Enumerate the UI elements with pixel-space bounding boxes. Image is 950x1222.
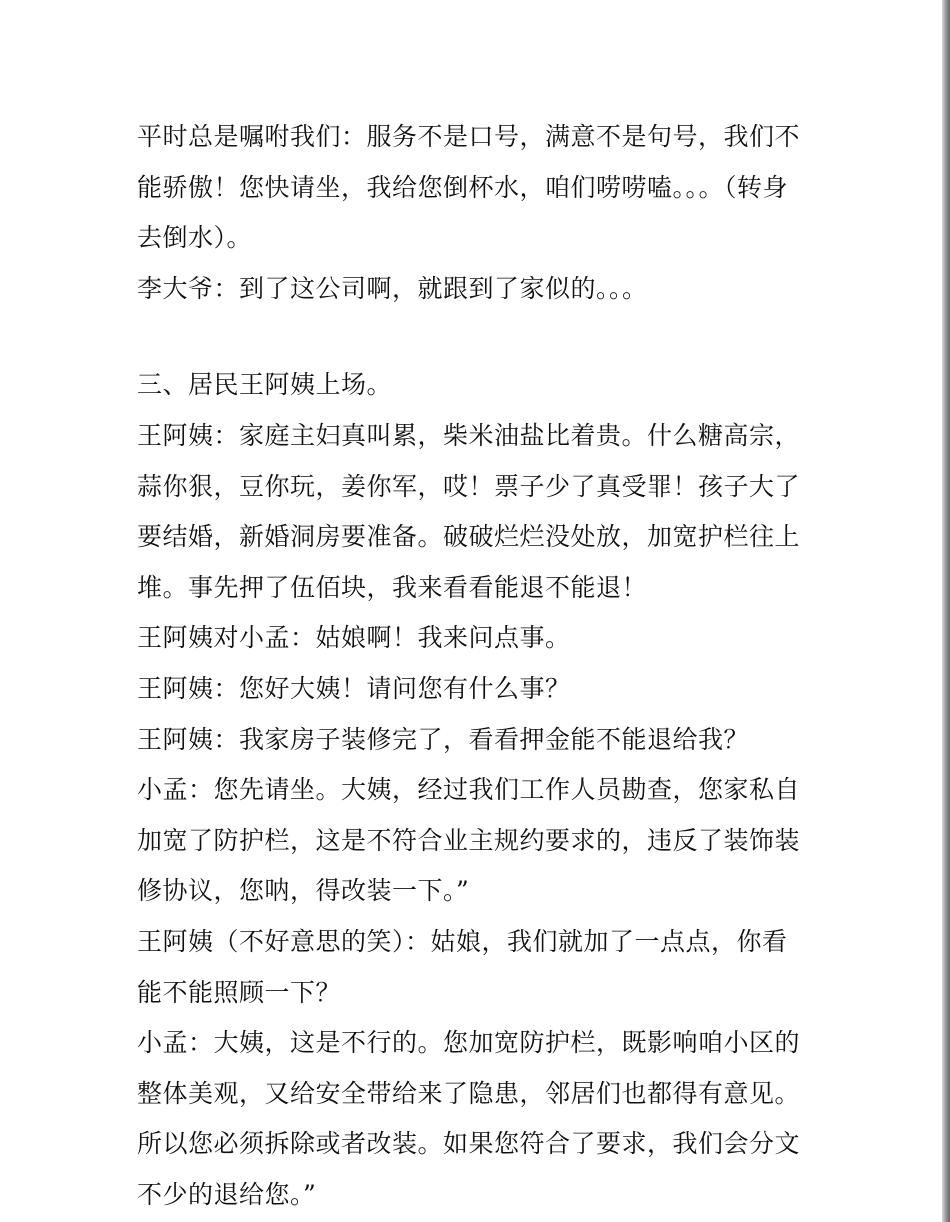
- text-line: 要结婚，新婚洞房要准备。破破烂烂没处放，加宽护栏往上: [137, 522, 801, 552]
- text-line: 蒜你狠，豆你玩，姜你军，哎！票子少了真受罪！孩子大了: [137, 471, 801, 501]
- text-line: 小孟：大姨，这是不行的。您加宽防护栏，既影响咱小区的: [137, 1028, 801, 1058]
- section-heading: 三、居民王阿姨上场。: [137, 370, 393, 400]
- text-line: 整体美观，又给安全带给来了隐患，邻居们也都得有意见。: [137, 1078, 801, 1108]
- text-line: 李大爷：到了这公司啊，就跟到了家似的。。。: [137, 273, 648, 303]
- text-line: 堆。事先押了伍佰块，我来看看能退不能退！: [137, 572, 648, 602]
- text-line: 去倒水）。: [137, 223, 253, 253]
- text-line: 小孟：您先请坐。大姨，经过我们工作人员勘查，您家私自: [137, 775, 801, 805]
- document-body: [137, 112, 809, 1220]
- text-line: 能骄傲！您快请坐，我给您倒杯水，咱们唠唠嗑。。。（转身: [137, 172, 789, 202]
- paragraph-spacer: [137, 314, 809, 360]
- text-line: 王阿姨：我家房子装修完了，看看押金能不能退给我？: [137, 724, 750, 754]
- text-line: 能不能照顾一下？: [137, 977, 342, 1007]
- text-line: 王阿姨（不好意思的笑）：姑娘，我们就加了一点点，你看: [137, 926, 788, 956]
- text-line: 加宽了防护栏，这是不符合业主规约要求的，违反了装饰装: [137, 825, 801, 855]
- text-line: 所以您必须拆除或者改装。如果您符合了要求，我们会分文: [137, 1129, 801, 1159]
- text-line: 平时总是嘱咐我们：服务不是口号，满意不是句号，我们不: [137, 122, 801, 151]
- page-edge-shadow: [942, 0, 950, 1222]
- text-line: 不少的退给您。”: [137, 1179, 317, 1209]
- text-line: 王阿姨：您好大姨！请问您有什么事？: [137, 673, 571, 703]
- text-line: 王阿姨对小孟：姑娘啊！我来问点事。: [137, 623, 571, 653]
- text-line: 修协议，您呐，得改装一下。”: [137, 876, 470, 906]
- text-line: 王阿姨：家庭主妇真叫累，柴米油盐比着贵。什么糖高宗，: [137, 420, 801, 450]
